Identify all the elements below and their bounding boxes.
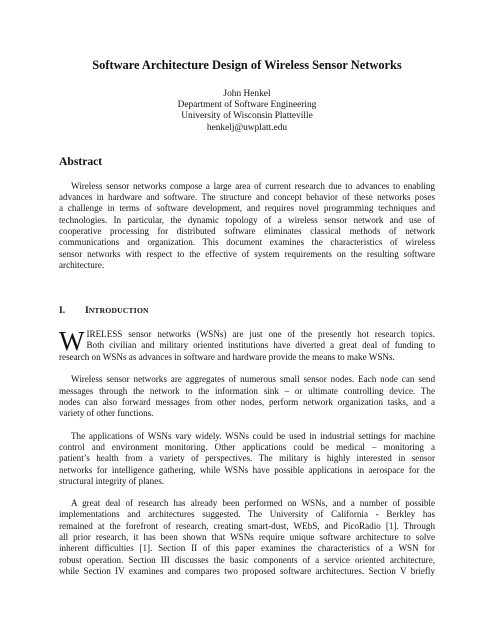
intro-paragraph [59, 326, 435, 363]
abstract-line: a challenge in terms of software development, and requires novel programming techniques and [59, 203, 435, 214]
intro-line: Both civilian and military oriented institutions have diverted a great deal of funding to [86, 340, 435, 351]
body-line: inherent difficulties [1]. Section II of this paper examines the characteristics of a WSN for [59, 543, 435, 554]
abstract-line: cooperative processing for distributed software eliminates classical methods of network [59, 226, 435, 236]
intro-line: IRELESS sensor networks (WSNs) are just one of the presently hot research topics. [86, 329, 435, 340]
body-line: structural integrity of planes. [59, 475, 165, 486]
body-paragraph [59, 498, 435, 577]
body-line: remained at the forefront of research, creating smart-dust, WEbS, and PicoRadio [1]. Through [59, 520, 435, 531]
body-line: control and environment monitoring. Other applications could be medical – monitoring a [59, 441, 435, 452]
author-university: University of Wisconsin Platteville [181, 111, 313, 122]
body-line: messages through the network to the information sink – or ultimate controlling device. The [59, 385, 435, 396]
body-line: nodes can also forward messages from other nodes, perform network organization tasks, and a [59, 397, 435, 408]
section-heading-initial: I [85, 305, 89, 317]
abstract-line: architecture. [59, 259, 105, 270]
body-line: while Section IV examines and compares two proposed software architectures. Section V briefly [59, 565, 435, 576]
section-number: I. [59, 305, 66, 317]
section-heading-rest: NTRODUCTION [88, 306, 149, 316]
body-line: A great deal of research has already been performed on WSNs, and a number of possible [71, 498, 435, 509]
abstract-line: sensor networks with respect to the effective of system requirements on the resulting software [59, 248, 435, 259]
body-line: implementations and architectures suggested. The University of California - Berkley has [59, 509, 435, 520]
body-line: all prior research, it has been shown that WSNs require unique software architecture to solve [59, 532, 435, 543]
body-paragraph [59, 374, 435, 419]
abstract-line: Wireless sensor networks compose a large area of current research due to advances to enabling [71, 180, 435, 191]
paper-title: Software Architecture Design of Wireless Sensor Networks [92, 58, 402, 72]
section-heading-introduction [59, 305, 435, 317]
body-line: patient’s health from a variety of perspectives. The military is highly interested in sensor [59, 453, 435, 464]
body-paragraph [59, 431, 435, 487]
abstract-body [59, 181, 435, 271]
abstract-line: communications and organization. This document examines the characteristics of wireless [59, 237, 435, 248]
abstract-line: technologies. In particular, the dynamic topology of a wireless sensor network and use of [59, 214, 435, 225]
abstract-line: advances in hardware and software. The structure and concept behavior of these networks poses [59, 192, 435, 203]
body-line: variety of other functions. [59, 408, 154, 419]
author-department: Department of Software Engineering [177, 100, 317, 111]
abstract-heading: Abstract [59, 154, 103, 168]
body-line: robust operation. Section III discusses the basic components of a service oriented architecture, [59, 554, 435, 565]
author-block [59, 89, 435, 134]
intro-line: research on WSNs as advances in software and hardware provide the means to make WSNs. [59, 352, 395, 363]
drop-cap: W [59, 326, 85, 357]
author-name: John Henkel [223, 89, 271, 99]
body-line: Wireless sensor networks are aggregates of numerous small sensor nodes. Each node can send [71, 374, 435, 385]
body-line: The applications of WSNs vary widely. WSNs could be used in industrial settings for machine [71, 430, 435, 441]
author-email: henkelj@uwplatt.edu [206, 122, 288, 133]
body-line: networks for intelligence gathering, while WSNs have possible applications in aerospace for the [59, 464, 435, 475]
